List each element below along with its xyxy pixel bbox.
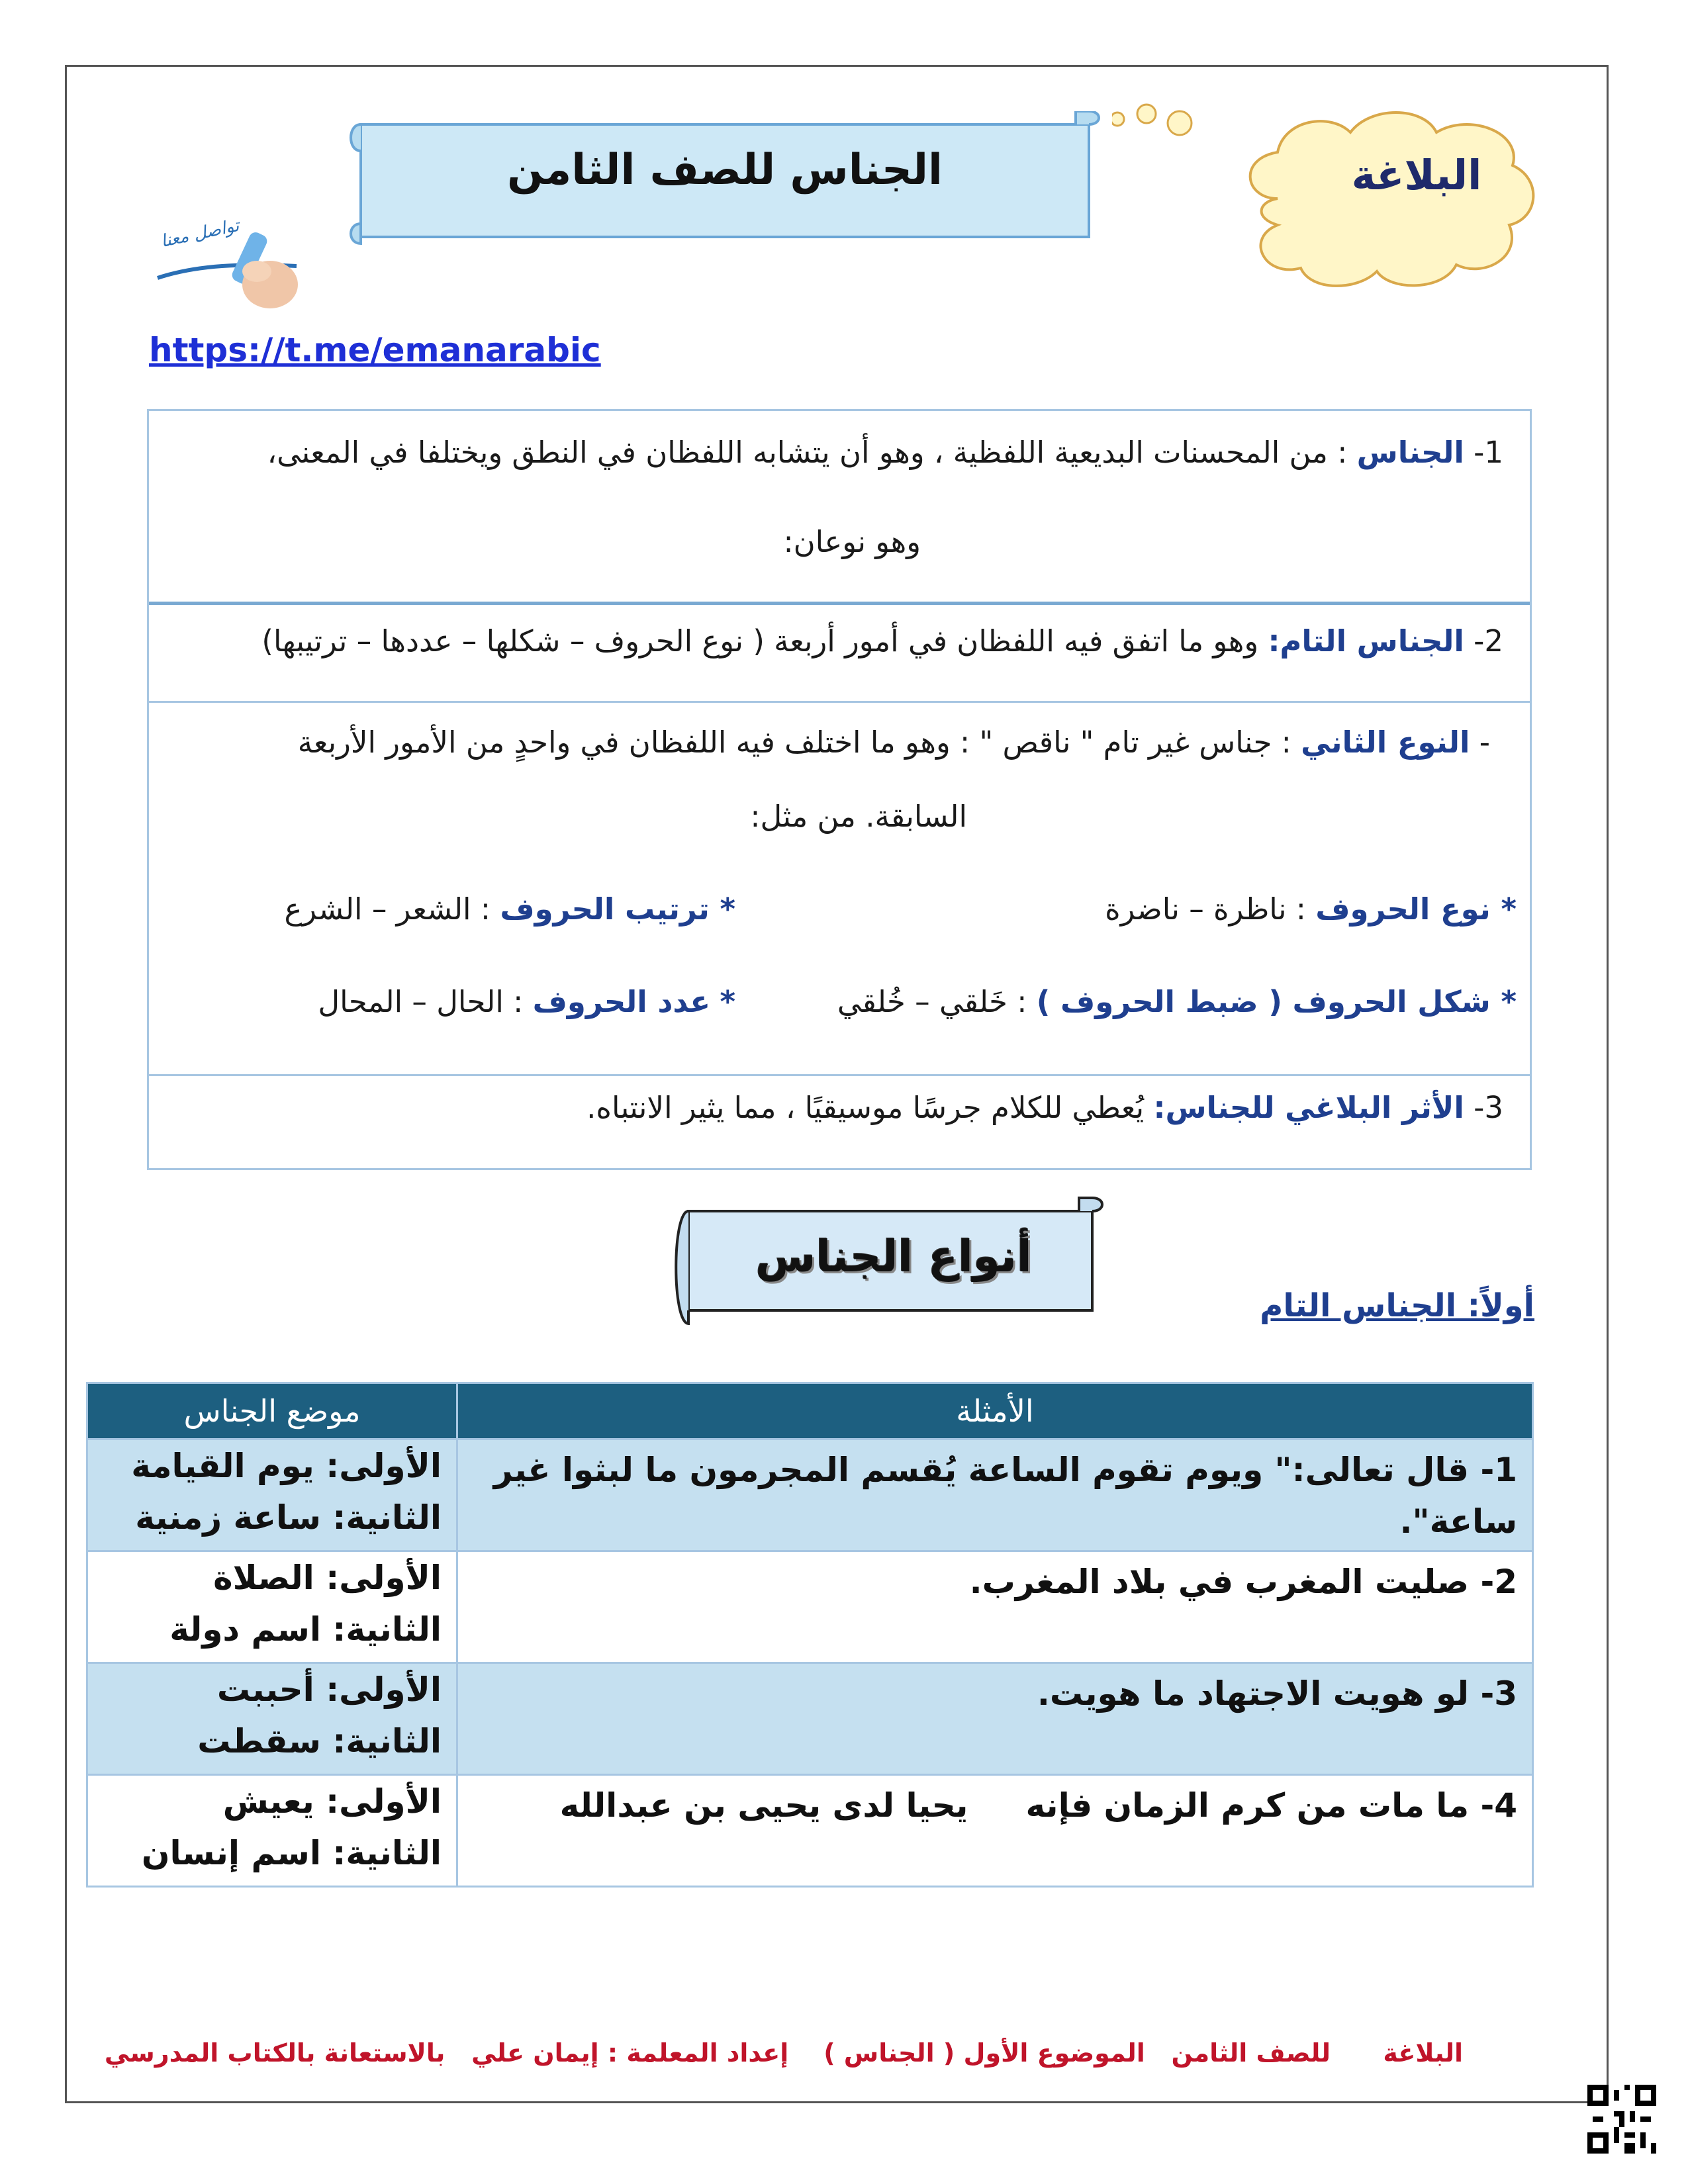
- divider: [149, 602, 1530, 605]
- telegram-link[interactable]: https://t.me/emanarabic: [149, 331, 601, 369]
- definitions-box: [147, 409, 1532, 1170]
- examples-table: [86, 1382, 1534, 1888]
- term-effect: الأثر البلاغي للجناس:: [1153, 1090, 1464, 1125]
- types-title: أنواع الجناس: [755, 1231, 1032, 1282]
- example-cell: 1- قال تعالى:" ويوم تقوم الساعة يُقسم المجرمون ما لبثوا غير ساعة".: [457, 1439, 1533, 1551]
- example-cell: 2- صليت المغرب في بلاد المغرب.: [457, 1551, 1533, 1663]
- title-scroll: [341, 111, 1102, 257]
- cloud-label: البلاغة: [1351, 151, 1482, 199]
- example-letter-shape: * شكل الحروف ( ضبط الحروف ) : خَلقي – خُلقي: [837, 984, 1517, 1019]
- page-footer: البلاغة للصف الثامن الموضوع الأول ( الجناس ) إعداد المعلمة : إيمان علي بالاستعانة بالكتاب المدرسي: [104, 2038, 1463, 2068]
- logo-caption: تواصل معنا: [159, 215, 241, 252]
- table-row: [87, 1439, 1533, 1551]
- definition-2: 2- الجناس التام: وهو ما اتفق فيه اللفظان في أمور أربعة ( نوع الحروف – شكلها – عددها – ترتيبها): [261, 623, 1503, 659]
- types-banner: [669, 1191, 1105, 1330]
- definition-1-cont: وهو نوعان:: [783, 524, 921, 559]
- definition-1: 1- الجناس : من المحسنات البديعية اللفظية ، وهو أن يتشابه اللفظان في النطق ويختلفا في المعنى،: [267, 435, 1503, 470]
- place-cell: الأولى: أحببت الثانية: سقطت: [87, 1663, 457, 1775]
- example-cell: 4- ما مات من كرم الزمان فإنه يحيا لدى يحيى بن عبدالله: [457, 1775, 1533, 1887]
- contact-logo: [151, 205, 303, 311]
- definition-3-cont: السابقة. من مثل:: [750, 799, 967, 834]
- section-heading: أولاً: الجناس التام: [1260, 1287, 1534, 1324]
- definition-effect: 3- الأثر البلاغي للجناس: يُعطي للكلام جرسًا موسيقيًا ، مما يثير الانتباه.: [586, 1090, 1503, 1125]
- definition-3: - النوع الثاني : جناس غير تام " ناقص " : وهو ما اختلف فيه اللفظان في واحدٍ من الأمور الأربعة: [297, 725, 1490, 760]
- example-letter-type: * نوع الحروف : ناظرة – ناضرة: [1105, 891, 1517, 927]
- table-row: [87, 1663, 1533, 1775]
- term-jinas: الجناس: [1356, 435, 1464, 470]
- qr-code-icon[interactable]: [1587, 2085, 1656, 2154]
- place-cell: الأولى: الصلاة الثانية: اسم دولة: [87, 1551, 457, 1663]
- example-letter-order: * ترتيب الحروف : الشعر – الشرع: [284, 891, 735, 927]
- place-cell: الأولى: يوم القيامة الثانية: ساعة زمنية: [87, 1439, 457, 1551]
- page-title: الجناس للصف الثامن: [507, 146, 943, 195]
- example-letter-count: * عدد الحروف : الحال – المحال: [318, 984, 735, 1019]
- cloud-badge: [1112, 99, 1549, 298]
- table-row: [87, 1775, 1533, 1887]
- col-examples: الأمثلة: [457, 1383, 1533, 1439]
- term-complete: الجناس التام:: [1268, 623, 1464, 659]
- example-cell: 3- لو هويت الاجتهاد ما هويت.: [457, 1663, 1533, 1775]
- place-cell: الأولى: يعيش الثانية: اسم إنسان: [87, 1775, 457, 1887]
- col-place: موضع الجناس: [87, 1383, 457, 1439]
- divider: [149, 701, 1530, 703]
- term-second-type: النوع الثاني: [1301, 725, 1470, 760]
- table-row: [87, 1551, 1533, 1663]
- table-header-row: [87, 1383, 1533, 1439]
- divider: [149, 1074, 1530, 1076]
